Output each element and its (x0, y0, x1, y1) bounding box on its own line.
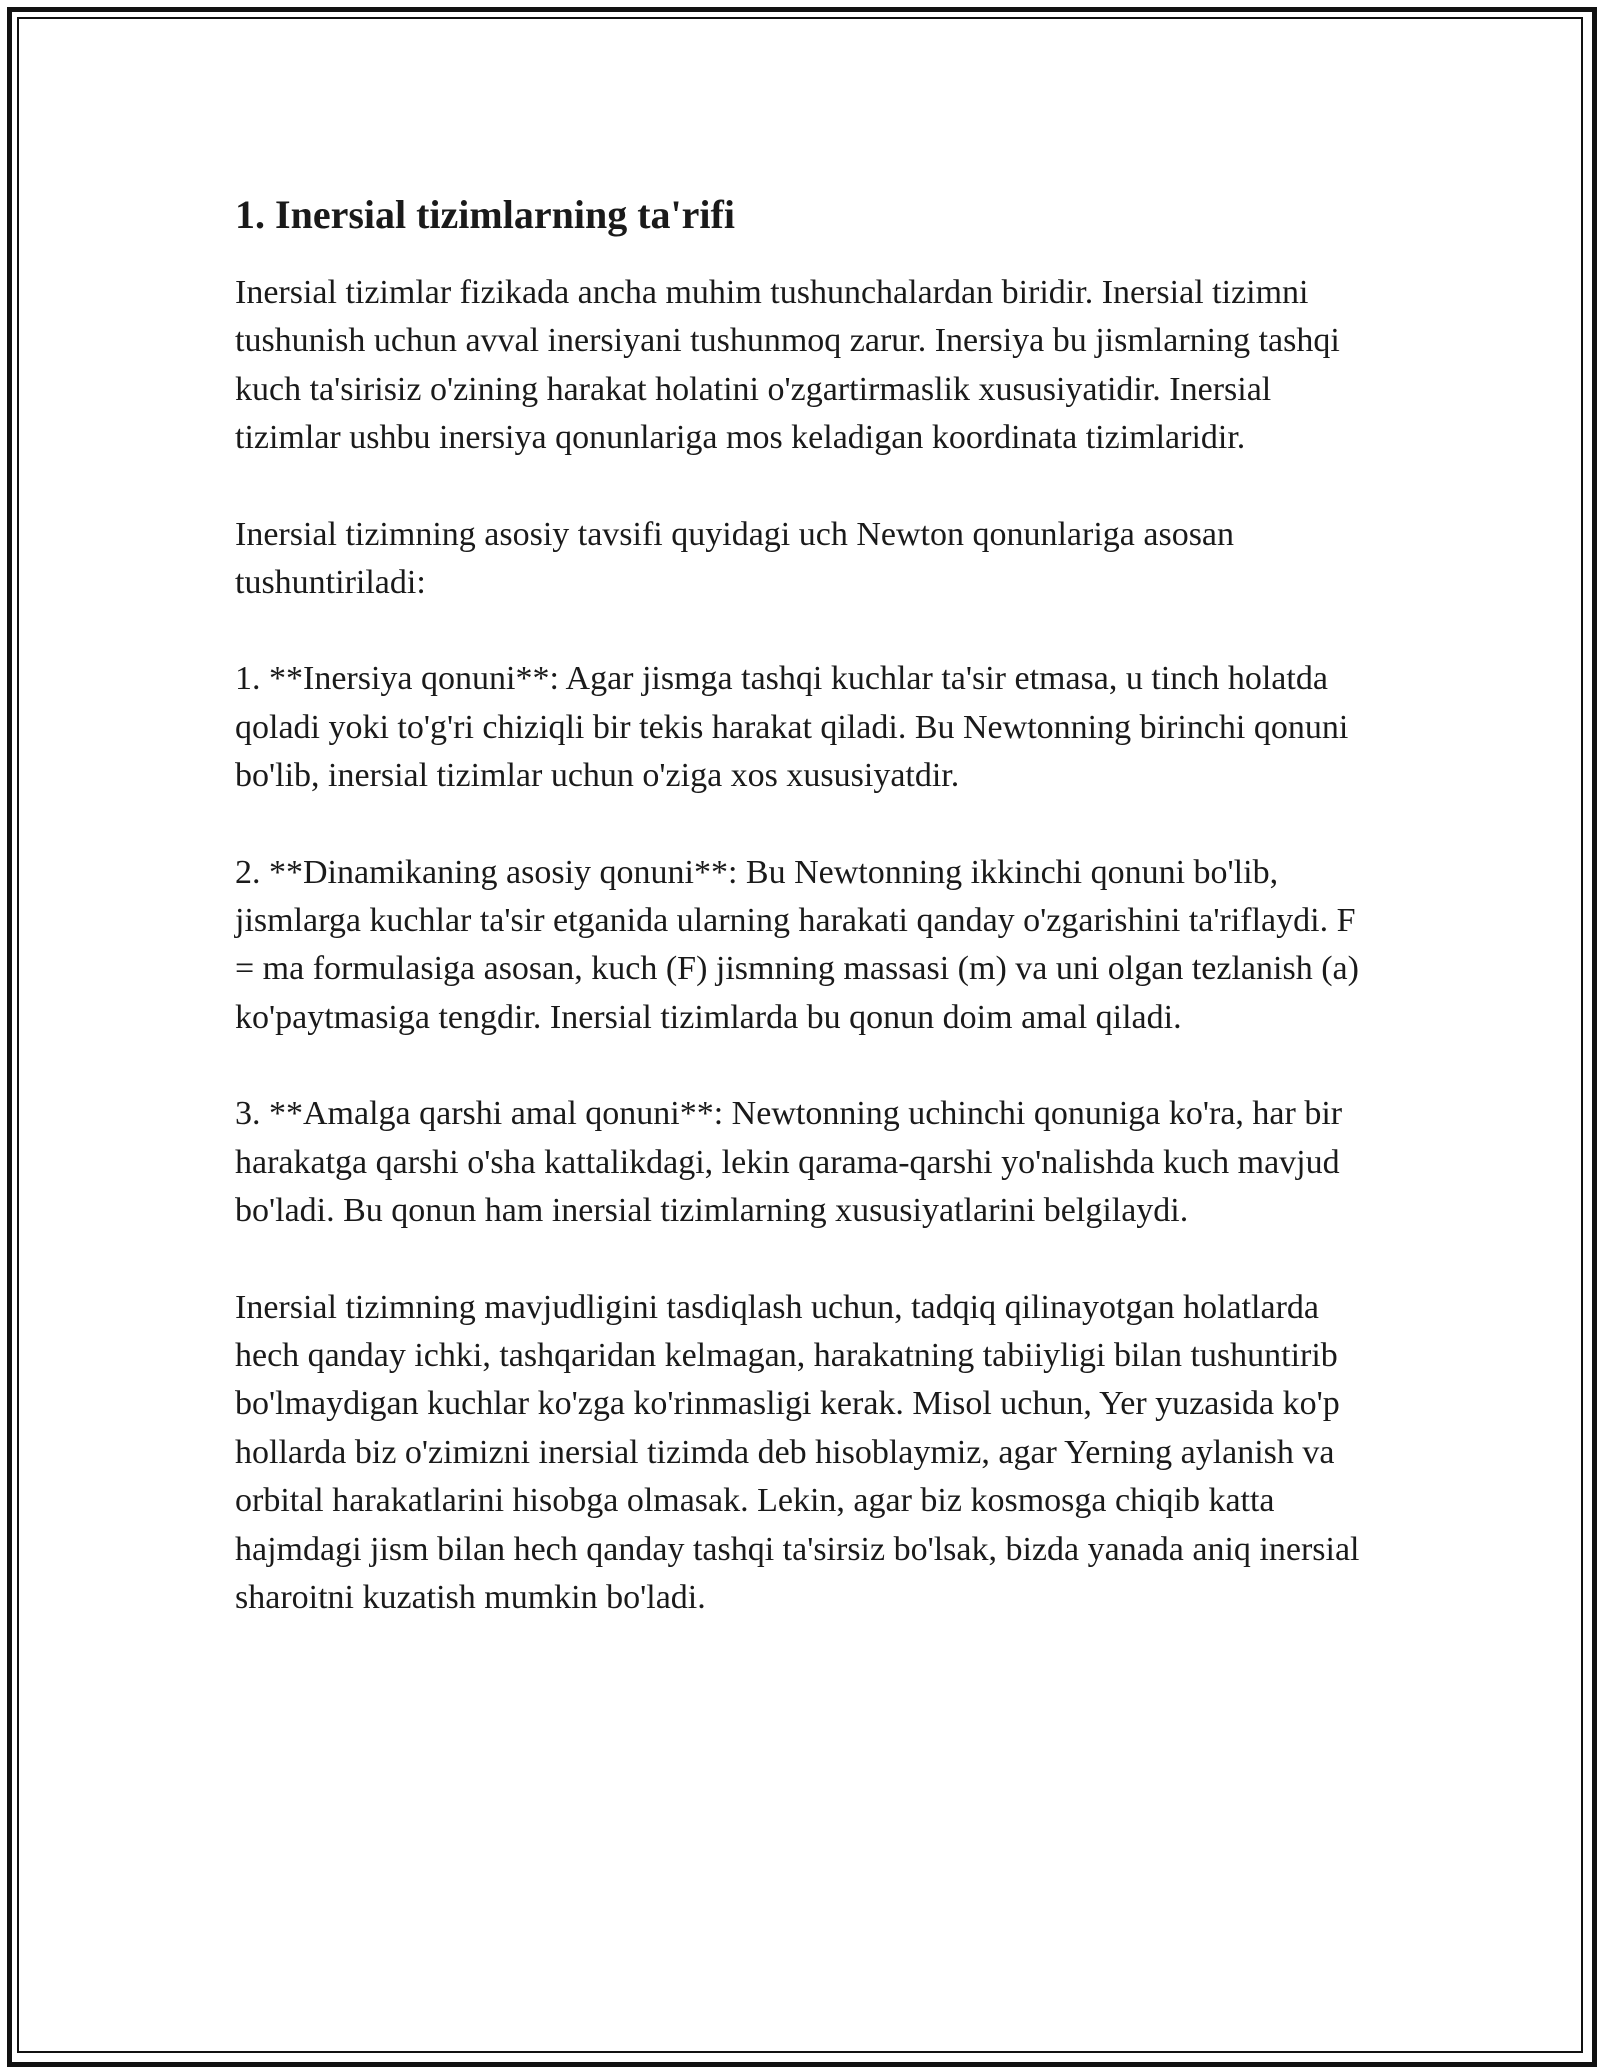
section-heading: 1. Inersial tizimlarning ta'rifi (235, 192, 735, 237)
paragraph-newton-laws-intro: Inersial tizimning asosiy tavsifi quyidagi uch Newton qonunlariga asosan tushuntiriladi: (235, 515, 1235, 602)
paragraph-law-3: 3. **Amalga qarshi amal qonuni**: Newtonning uchinchi qonuniga ko'ra, har bir harakatga qarshi o'sha kattalikdagi, lekin qarama-qarshi yo'nalishda kuch mavjud bo'ladi. Bu qonun ham inersial tizimlarning xususiyatlarini belgilaydi. (235, 1095, 1343, 1230)
paragraph-law-1: 1. **Inersiya qonuni**: Agar jismga tashqi kuchlar ta'sir etmasa, u tinch holatda qoladi yoki to'g'ri chiziqli bir tekis harakat qiladi. Bu Newtonning birinchi qonuni bo'lib, inersial tizimlar uchun o'ziga xos xususiyatdir. (235, 660, 1349, 795)
paragraph-intro: Inersial tizimlar fizikada ancha muhim tushunchalardan biridir. Inersial tizimni tushunish uchun avval inersiyani tushunmoq zarur. Inersiya bu jismlarning tashqi kuch ta'sirisiz o'zining harakat holatini o'zgartirmaslik xususiyatidir. Inersial tizimlar ushbu inersiya qonunlariga mos keladigan koordinata tizimlaridir. (235, 274, 1340, 457)
paragraph-conclusion: Inersial tizimning mavjudligini tasdiqlash uchun, tadqiq qilinayotgan holatlarda hech qanday ichki, tashqaridan kelmagan, harakatning tabiiyligi bilan tushuntirib bo'lmaydigan kuchlar ko'zga ko'rinmasligi kerak. Misol uchun, Yer yuzasida ko'p hollarda biz o'zimizni inersial tizimda deb hisoblaymiz, agar Yerning aylanish va orbital harakatlarini hisobga olmasak. Lekin, agar biz kosmosga chiqib katta hajmdagi jism bilan hech qanday tashqi ta'sirsiz bo'lsak, bizda yanada aniq inersial sharoitni kuzatish mumkin bo'ladi. (235, 1288, 1360, 1616)
document-body (235, 185, 1375, 1670)
paragraph-law-2: 2. **Dinamikaning asosiy qonuni**: Bu Newtonning ikkinchi qonuni bo'lib, jismlarga kuchlar ta'sir etganida ularning harakati qanday o'zgarishini ta'riflaydi. F = ma formulasiga asosan, kuch (F) jismning massasi (m) va uni olgan tezlanish (a) ko'paytmasiga tengdir. Inersial tizimlarda bu qonun doim amal qiladi. (235, 853, 1359, 1036)
